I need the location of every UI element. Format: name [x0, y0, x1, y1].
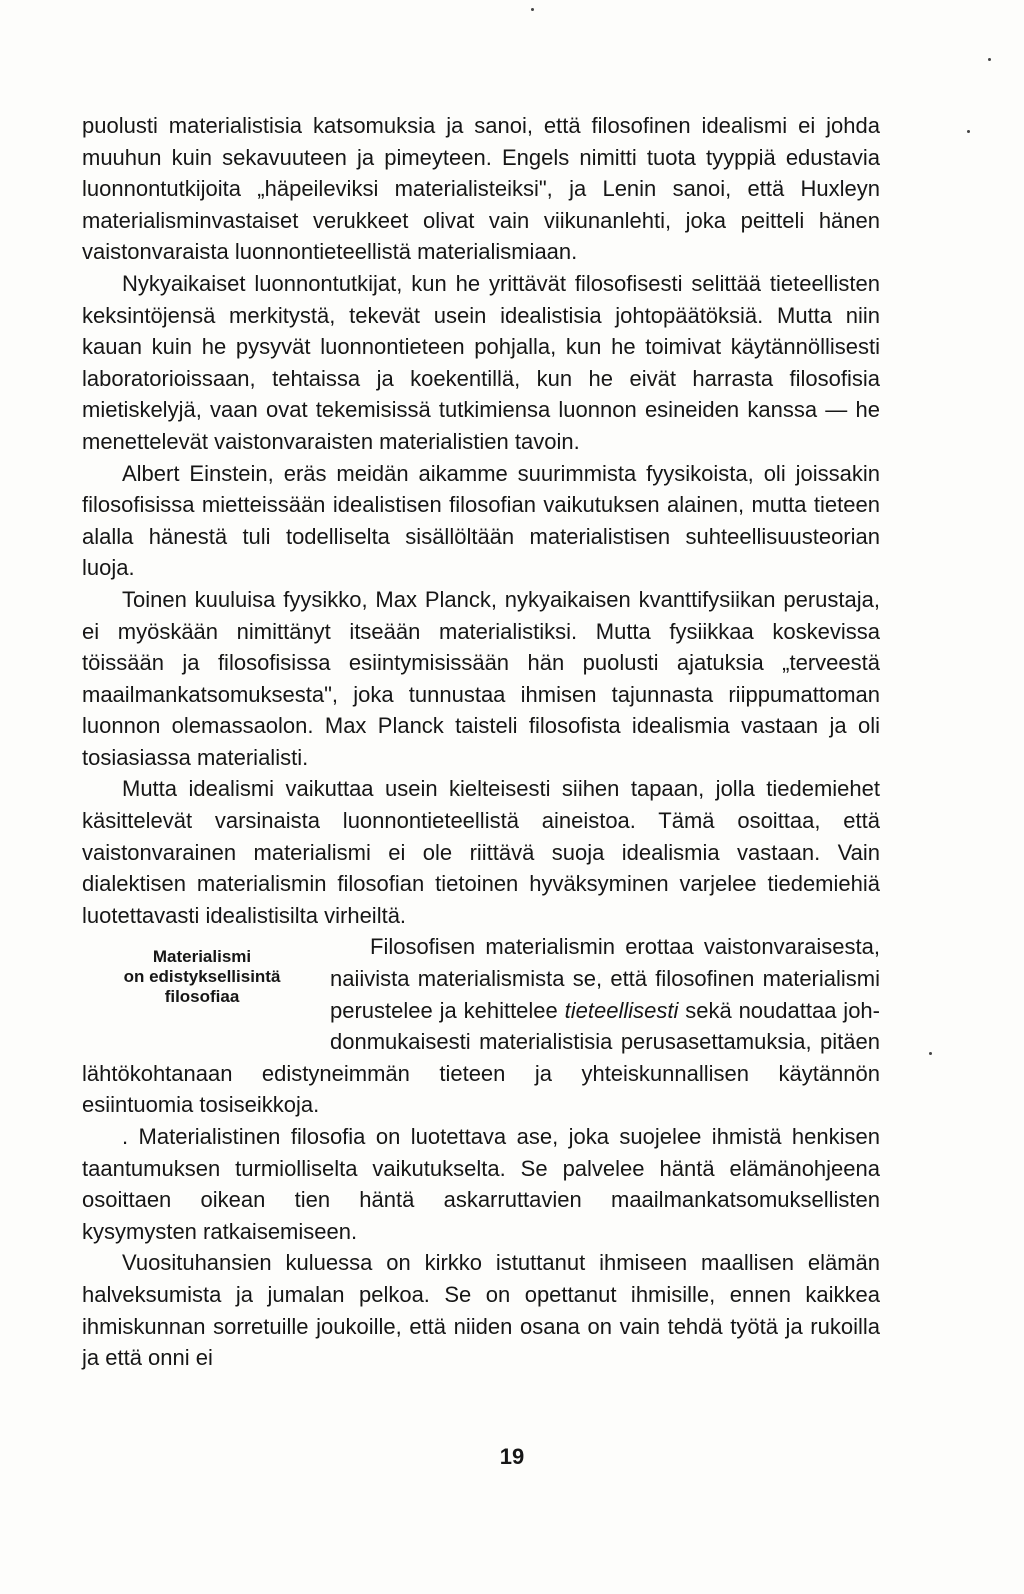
- marginal-heading: [82, 947, 322, 1055]
- page-number: 19: [499, 1444, 525, 1469]
- body-text: [82, 110, 880, 1374]
- paragraph: Toinen kuuluisa fyysikko, Max Planck, nykyaikaisen kvanttifysiikan perustaja, ei myöskään nimittänyt itseään materialistiksi. Mutta fysiikkaa koskevissa töissään ja filosofisissa esiintymisissään hän puolusti ajatuksia „terveestä maailmankatsomuksesta", joka tunnustaa ihmisen tajunnasta riippumattoman luonnon olemassaolon. Max Planck taisteli filosofista idealismia vastaan ja oli tosiasiassa materialisti.: [82, 586, 880, 770]
- paragraph-part: Filosofisen materialismin erottaa vaistonvaraisesta, naiivista materialismista se, että filosofinen materialismi perustelee ja kehittelee: [330, 934, 880, 1023]
- paragraph: Mutta idealismi vaikuttaa usein kielteisesti siihen tapaan, jolla tiedemiehet käsittelevät varsinaista luonnontieteellistä aineistoa. Tämä osoittaa, että vaistonvarainen materialismi ei ole riittävä suoja idealismia vastaan. Vain dialektisen materialismin filosofian tietoinen hyväksyminen varjelee tiedemiehiä luotettavasti idealistisilta virheiltä.: [82, 776, 880, 928]
- paragraph: Albert Einstein, eräs meidän aikamme suurimmista fyysikoista, oli joissakin filosofisissa mietteissään idealistisen filosofian vaikutuksen alainen, mutta tieteen alalla hänestä tuli todelliselta sisällöltään materialistisen suhteellisuusteorian luoja.: [82, 460, 880, 581]
- print-speck: [967, 130, 970, 133]
- print-speck: [929, 1052, 932, 1055]
- print-speck: [988, 58, 991, 61]
- marginal-heading-line: filosofiaa: [164, 987, 240, 1007]
- marginal-heading-line: Materialismi: [152, 947, 252, 967]
- side-note-section: [82, 931, 880, 1121]
- italic-word: tieteellisesti: [564, 997, 679, 1023]
- paragraph: Nykyaikaiset luonnontutkijat, kun he yrittävät filosofisesti selittää tieteellisten keksintöjensä merkitystä, tekevät usein idealistisia johtopäätöksiä. Mutta niin kauan kuin he pysyvät luonnontieteen pohjalla, kun he toimivat käytännöllisesti laboratorioissaan, tehtaissa ja koekentillä, kun he eivät harrasta filosofisia mietiskelyjä, vaan ovat tekemisissä tutkimiensa luonnon esineiden kanssa — he menettelevät vaistonvaraisten materialistien tavoin.: [82, 270, 880, 454]
- print-speck: [531, 8, 534, 11]
- paragraph: puolusti materialistisia katsomuksia ja sanoi, että filosofinen idealismi ei johda muuhun kuin sekavuuteen ja pimeyteen. Engels nimitti tuota tyyppiä edustavia luonnontutkijoita „häpeileviksi materialisteiksi", ja Lenin sanoi, että Huxleyn materialisminvastaiset verukkeet olivat vain viikunanlehti, joka peitteli hänen vaistonvaraista luonnontieteellistä materialismiaan.: [82, 113, 880, 265]
- paragraph: Vuosituhansien kuluessa on kirkko istuttanut ihmiseen maallisen elämän halveksumista ja jumalan pelkoa. Se on opettanut ihmisille, ennen kaikkea ihmiskunnan sorretuille joukoille, että niiden osana on vain tehdä työtä ja rukoilla ja että onni ei: [82, 1250, 880, 1371]
- paragraph: . Materialistinen filosofia on luotettava ase, joka suojelee ihmistä henkisen taantumuksen turmiolliselta vaikutukselta. Se palvelee häntä elämänohjeena osoittaen oikean tien häntä askarruttavien maailmankatsomuksellisten kysymysten ratkaisemiseen.: [82, 1124, 880, 1244]
- paragraph-part: sekä noudattaa johdonmukaisesti materialistisia perusasettamuksia, pitäen lähtökohtanaan edistyneimmän tieteen ja yhteiskunnallisen käytännön esiintuomia tosiseikkoja.: [82, 997, 880, 1118]
- marginal-heading-line: on edistyksellisintä: [123, 967, 281, 987]
